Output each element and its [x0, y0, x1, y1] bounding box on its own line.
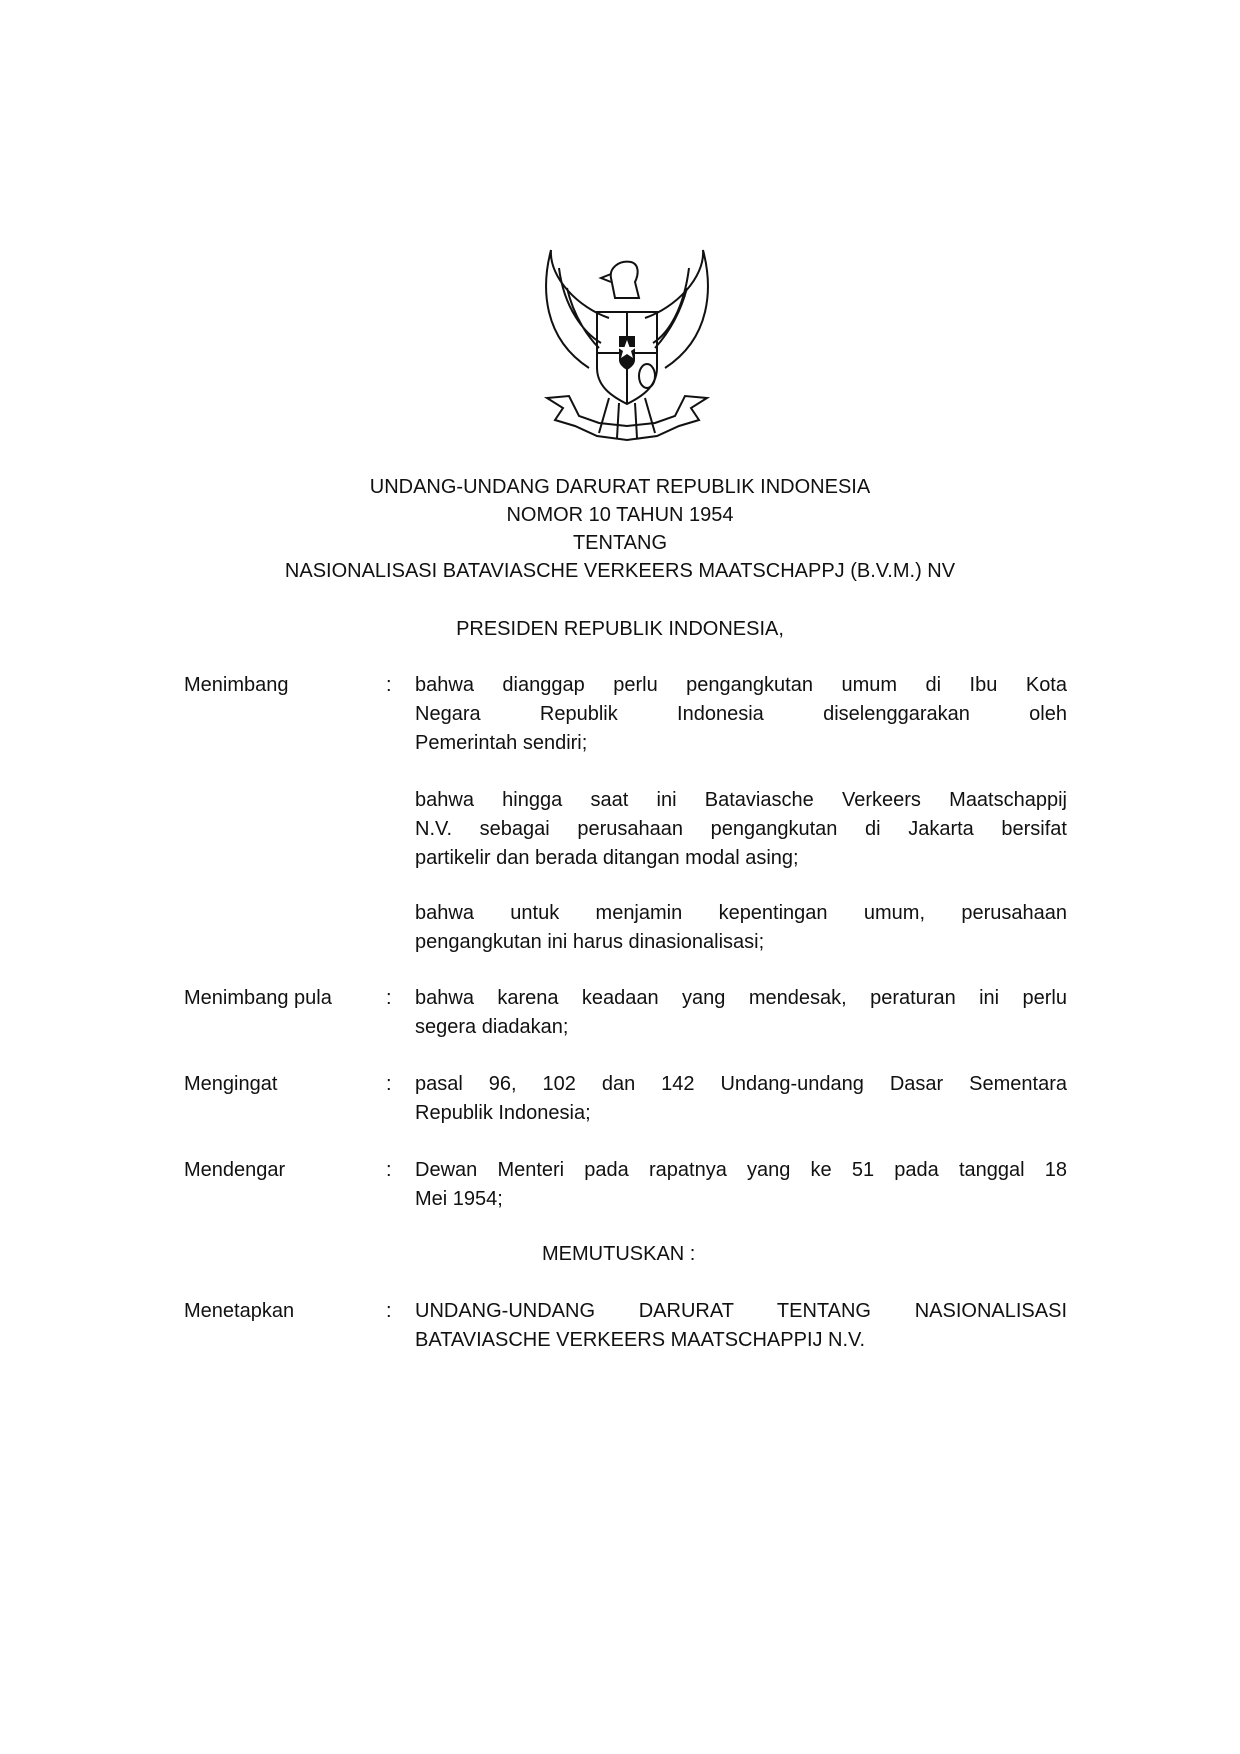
menimbang-label: Menimbang	[184, 674, 289, 696]
text-line: BATAVIASCHE VERKEERS MAATSCHAPPIJ N.V.	[415, 1329, 866, 1351]
colon: :	[386, 987, 392, 1009]
menimbang-paragraph-2	[415, 786, 1067, 873]
menetapkan-label: Menetapkan	[184, 1300, 295, 1322]
colon: :	[386, 1159, 392, 1181]
text-line: pengangkutan ini harus dinasionalisasi;	[415, 931, 765, 953]
text-line: bahwa untuk menjamin kepentingan umum, perusahaan	[415, 902, 1067, 924]
mengingat-label: Mengingat	[184, 1073, 278, 1095]
title-line: UNDANG-UNDANG DARURAT REPUBLIK INDONESIA	[369, 476, 871, 498]
mendengar-paragraph	[415, 1156, 1067, 1214]
menimbang-pula-label: Menimbang pula	[184, 987, 332, 1009]
text-line: segera diadakan;	[415, 1016, 569, 1038]
title-line: TENTANG	[572, 532, 668, 554]
colon: :	[386, 1300, 392, 1322]
text-line: Republik Indonesia;	[415, 1102, 591, 1124]
text-line: Mei 1954;	[415, 1188, 503, 1210]
text-line: N.V. sebagai perusahaan pengangkutan di Jakarta bersifat	[415, 818, 1067, 840]
menimbang-pula-paragraph	[415, 984, 1067, 1042]
menimbang-paragraph-3	[415, 899, 1067, 957]
mengingat-paragraph	[415, 1070, 1067, 1128]
title-line: NASIONALISASI BATAVIASCHE VERKEERS MAATSCHAPPJ (B.V.M.) NV	[284, 560, 956, 582]
menetapkan-paragraph	[415, 1297, 1067, 1355]
text-line: bahwa dianggap perlu pengangkutan umum di Ibu Kota	[415, 674, 1067, 696]
garuda-emblem-icon	[539, 248, 715, 446]
text-line: UNDANG-UNDANG DARURAT TENTANG NASIONALISASI	[415, 1300, 1067, 1322]
text-line: Dewan Menteri pada rapatnya yang ke 51 pada tanggal 18	[415, 1159, 1067, 1181]
document-title	[0, 473, 1240, 585]
text-line: Negara Republik Indonesia diselenggarakan oleh	[415, 703, 1067, 725]
text-line: partikelir dan berada ditangan modal asing;	[415, 847, 799, 869]
colon: :	[386, 1073, 392, 1095]
text-line: Pemerintah sendiri;	[415, 732, 588, 754]
mendengar-label: Mendengar	[184, 1159, 286, 1181]
title-line: NOMOR 10 TAHUN 1954	[506, 504, 734, 526]
text-line: bahwa hingga saat ini Bataviasche Verkeers Maatschappij	[415, 789, 1067, 811]
text-line: bahwa karena keadaan yang mendesak, peraturan ini perlu	[415, 987, 1067, 1009]
president-heading: PRESIDEN REPUBLIK INDONESIA,	[456, 618, 784, 640]
text-line: pasal 96, 102 dan 142 Undang-undang Dasar Sementara	[415, 1073, 1067, 1095]
menimbang-paragraph-1	[415, 671, 1067, 758]
colon: :	[386, 674, 392, 696]
memutuskan-heading: MEMUTUSKAN :	[542, 1243, 696, 1265]
